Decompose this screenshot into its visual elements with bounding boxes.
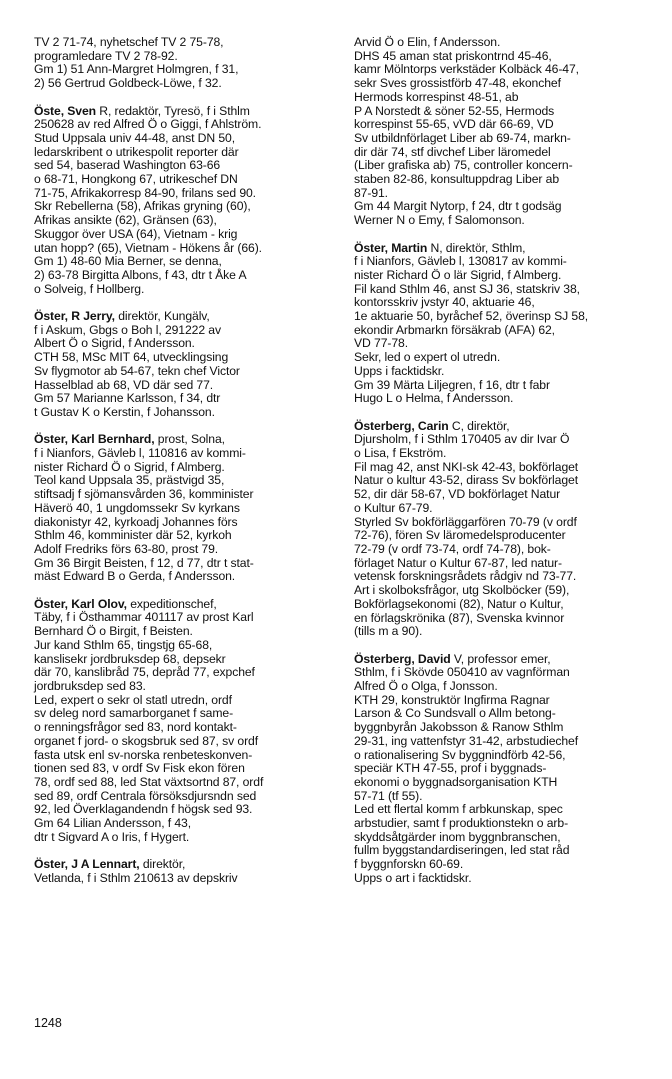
entry-text-line: Bernhard Ö o Birgit, f Beisten. [34,624,193,639]
left-column [34,36,334,899]
entry-text-line: VD 77-78. [354,336,408,351]
entry-text-line: Led ett flertal komm f arbkunskap, spec [354,802,563,817]
entry-text-line: Gm 64 Lilian Andersson, f 43, [34,816,191,831]
entry-text-line: Sv utbildnförlaget Liber ab 69-74, markn- [354,130,571,145]
entry-text-line: Skuggor över USA (64), Vietnam - krig [34,226,238,241]
entry-first-line [354,653,654,667]
entry-text-line: Werner N o Emy, f Salomonson. [354,213,525,228]
entry-text-line: Bokförlagsekonomi (82), Natur o Kultur, [354,596,564,611]
entry-text-line: 92, led Överklagandendn f högsk sed 93. [34,802,253,817]
entry-text-line: korrespinst 55-65, vVD där 66-69, VD [354,117,554,132]
entry-text-line: stiftsadj f sjömansvården 36, komminister [34,487,254,502]
page-number: 1248 [34,1016,62,1030]
entry-text-line: o 68-71, Hongkong 67, utrikeschef DN [34,172,238,187]
entry-text-line: 1e aktuarie 50, byråchef 52, överinsp SJ 58, [354,309,589,324]
entry-text-line: tionen sed 83, v ordf Sv Fisk ekon fören [34,761,245,776]
entry-text-line: Djursholm, f i Sthlm 170405 av dir Ivar Ö [354,432,570,447]
entry-text-line: Sthlm, f i Skövde 050410 av vagnförman [354,665,570,680]
entry-text-line: arbstudier, samt f produktionstekn o arb- [354,816,569,831]
right-column [354,36,654,899]
entry-text-line: Gm 39 Märta Liljegren, f 16, dtr t fabr [354,377,550,392]
entry-text-line: staben 82-86, konsultuppdrag Liber ab [354,172,559,187]
entry-text-line: Täby, f i Östhammar 401117 av prost Karl [34,610,254,625]
entry-first-line [34,310,334,324]
entry-text-line: Upps i facktidskr. [354,363,445,378]
entry-text-line: fullm byggstandardiseringen, led stat råd [354,843,570,858]
entry-text-line: 52, dir där 58-67, VD bokförlaget Natur [354,487,561,502]
entry-text-line: Afrikas ansikte (62), Gränsen (63), [34,213,217,228]
entry-text-line: sekr Sves grossistförb 47-48, ekonchef [354,76,561,91]
entry-text-line: Gm 1) 48-60 Mia Berner, se denna, [34,254,222,269]
entry-text-line: sv deleg nord samarborganet f same- [34,706,234,721]
entry-name: Öster, J A Lennart, [34,857,140,872]
entry-first-line [34,105,334,119]
entry-text-line: Hugo L o Helma, f Andersson. [354,391,514,406]
entry-text-line: 87-91. [354,185,388,200]
entry-text-line: Hasselblad ab 68, VD där sed 77. [34,377,214,392]
entry-continuation [354,36,654,228]
entry-text-line: TV 2 71-74, nyhetschef TV 2 75-78, [34,35,224,49]
biography-entry [34,858,334,885]
entry-text-line: 72-79 (v ordf 73-74, ordf 74-78), bok- [354,541,551,556]
entry-first-line [354,420,654,434]
entry-text-line: Adolf Fredriks förs 63-80, prost 79. [34,541,219,556]
entry-text-line: utan hopp? (65), Vietnam - Hökens år (66). [34,240,262,255]
entry-text-line: Fil mag 42, anst NKI-sk 42-43, bokförlaget [354,459,579,474]
entry-text-line: f i Nianfors, Gävleb l, 130817 av kommi- [354,254,567,269]
entry-first-line [34,433,334,447]
entry-text-line: Larson & Co Sundsvall o Allm betong- [354,706,556,721]
entry-text-line: kanslisekr jordbruksdep 68, depsekr [34,651,226,666]
entry-text-line: Alfred Ö o Olga, f Jonsson. [354,679,498,693]
entry-text-line: Gm 1) 51 Ann-Margret Holmgren, f 31, [34,62,239,77]
entry-text-line: Fil kand Sthlm 46, anst SJ 36, statskriv 38, [354,281,580,296]
entry-name: Öster, Karl Bernhard, [34,432,155,447]
entry-text-line: KTH 29, konstruktör Ingfirma Ragnar [354,692,550,707]
entry-text-line: f byggnforskn 60-69. [354,857,464,872]
biography-entry [34,433,334,584]
entry-continuation [34,36,334,91]
entry-title-text: prost, Solna, [154,432,225,447]
entry-text-line: kamr Mölntorps verkstäder Kolbäck 46-47, [354,62,579,77]
entry-text-line: 250628 av red Alfred Ö o Giggi, f Ahlström. [34,117,262,132]
entry-text-line: jordbruksdep sed 83. [34,678,146,693]
entry-text-line: CTH 58, MSc MIT 64, utvecklingsing [34,350,229,365]
entry-text-line: Stud Uppsala univ 44-48, anst DN 50, [34,130,235,145]
entry-text-line: o renningsfrågor sed 83, nord kontakt- [34,720,237,735]
entry-text-line: Sekr, led o expert ol utredn. [354,350,501,365]
entry-text-line: ekonomi o byggnadsorganisation KTH [354,774,558,789]
entry-text-line: skyddsåtgärder inom byggnbranschen, [354,829,561,844]
entry-text-line: P A Norstedt & söner 52-55, Hermods [354,103,555,118]
entry-text-line: Gm 36 Birgit Beisten, f 12, d 77, dtr t stat- [34,555,254,570]
entry-text-line: en förlagskrönika (87), Svenska kvinnor [354,610,565,625]
entry-text-line: dtr t Sigvard A o Iris, f Hygert. [34,829,190,844]
entry-title-text: C, direktör, [448,418,510,433]
entry-text-line: kontorsskriv jvstyr 40, aktuarie 46, [354,295,535,310]
entry-text-line: där 70, kanslibråd 75, depråd 77, expchef [34,665,255,680]
entry-text-line: sed 89, ordf Centrala försöksdjursndn sed [34,788,257,803]
entry-text-line: Skr Rebellerna (58), Afrikas gryning (60), [34,199,251,214]
entry-text-line: Arvid Ö o Elin, f Andersson. [354,35,501,49]
entry-name: Öster, Karl Olov, [34,596,127,611]
entry-text-line: Häverö 40, 1 ungdomssekr Sv kyrkans [34,500,240,515]
entry-text-line: (tills m a 90). [354,624,423,639]
entry-text-line: speciär KTH 47-55, prof i byggnads- [354,761,547,776]
entry-text-line: Gm 57 Marianne Karlsson, f 34, dtr [34,391,221,406]
entry-text-line: organet f jord- o skogsbruk sed 87, sv ordf [34,733,258,748]
entry-text-line: t Gustav K o Kerstin, f Johansson. [34,404,215,419]
entry-text-line: Vetlanda, f i Sthlm 210613 av depskriv [34,870,238,885]
entry-text-line: o Solveig, f Hollberg. [34,281,145,296]
entry-text-line: 2) 56 Gertrud Goldbeck-Löwe, f 32. [34,76,222,91]
entry-first-line [34,858,334,872]
biography-entry [354,653,654,886]
biography-entry [354,242,654,406]
entry-text-line: Hermods korrespinst 48-51, ab [354,89,519,104]
entry-text-line: fasta utsk enl sv-norska renbeteskonven- [34,747,253,762]
entry-text-line: DHS 45 aman stat priskontrnd 45-46, [354,48,552,63]
biography-entry [34,598,334,845]
entry-text-line: Sthlm 46, komminister där 52, kyrkoh [34,528,232,543]
entry-text-line: 57-71 (tf 55). [354,788,423,803]
entry-text-line: 2) 63-78 Birgitta Albons, f 43, dtr t Åke A [34,267,247,282]
entry-text-line: nister Richard Ö o Sigrid, f Almberg. [34,459,225,474]
entry-title-text: N, direktör, Sthlm, [427,240,526,255]
entry-name: Öster, R Jerry, [34,309,115,324]
entry-name: Österberg, Carin [354,418,449,433]
entry-text-line: Sv flygmotor ab 54-67, tekn chef Victor [34,363,240,378]
entry-text-line: diakonistyr 42, kyrkoadj Johannes förs [34,514,238,529]
entry-text-line: Led, expert o sekr ol statl utredn, ordf [34,692,232,707]
entry-text-line: mäst Edward B o Gerda, f Andersson. [34,569,236,584]
entry-text-line: vetensk forskningsrådets rådgiv nd 73-77. [354,569,577,584]
entry-text-line: dir där 74, stf divchef Liber läromedel [354,144,551,159]
biography-entry [354,420,654,639]
entry-title-text: direktör, [139,857,186,872]
entry-title-text: direktör, Kungälv, [114,309,210,324]
entry-text-line: sed 54, baserad Washington 63-66 [34,158,221,173]
entry-text-line: Albert Ö o Sigrid, f Andersson. [34,336,195,351]
entry-first-line [34,598,334,612]
entry-text-line: Natur o kultur 43-52, dirass Sv bokförlaget [354,473,578,488]
entry-text-line: 72-76), fören Sv läromedelsproducenter [354,528,566,543]
entry-text-line: nister Richard Ö o lär Sigrid, f Almberg. [354,267,562,282]
entry-name: Öste, Sven [34,103,96,118]
biography-entry [34,310,334,420]
entry-text-line: ledarskribent o utrikespolit reporter där [34,144,239,159]
entry-text-line: Jur kand Sthlm 65, tingstjg 65-68, [34,637,213,652]
entry-text-line: Teol kand Uppsala 35, prästvigd 35, [34,473,225,488]
entry-text-line: Styrled Sv bokförläggarfören 70-79 (v ordf [354,514,577,529]
entry-text-line: 29-31, ing vattenfstyr 31-42, arbstudiechef [354,733,579,748]
entry-text-line: Art i skolboksfrågor, utg Skolböcker (59), [354,583,570,598]
entry-first-line [354,242,654,256]
entry-title-text: R, redaktör, Tyresö, f i Sthlm [96,103,250,118]
entry-name: Öster, Martin [354,240,428,255]
entry-title-text: expeditionschef, [126,596,217,611]
entry-text-line: o Kultur 67-79. [354,500,433,515]
entry-title-text: V, professor emer, [450,651,551,666]
entry-text-line: programledare TV 2 78-92. [34,48,178,63]
entry-text-line: o rationalisering Sv byggnindförb 42-56, [354,747,566,762]
entry-text-line: ekondir Arbmarkn försäkrab (AFA) 62, [354,322,555,337]
entry-text-line: f i Askum, Gbgs o Boh l, 291222 av [34,322,221,337]
entry-text-line: f i Nianfors, Gävleb l, 110816 av kommi- [34,446,246,461]
biography-entry [34,105,334,297]
entry-text-line: 78, ordf sed 88, led Stat växtsortnd 87, ordf [34,774,264,789]
entry-text-line: Upps o art i facktidskr. [354,870,472,885]
entry-text-line: byggnbyrån Jakobsson & Ranow Sthlm [354,720,564,735]
entry-text-line: förlaget Natur o Kultur 67-87, led natur- [354,555,562,570]
entry-name: Österberg, David [354,651,451,666]
entry-text-line: (Liber grafiska ab) 75, controller koncern- [354,158,573,173]
entry-text-line: 71-75, Afrikakorresp 84-90, frilans sed 90. [34,185,256,200]
entry-text-line: Gm 44 Margit Nytorp, f 24, dtr t godsäg [354,199,562,214]
entry-text-line: o Lisa, f Ekström. [354,446,447,461]
